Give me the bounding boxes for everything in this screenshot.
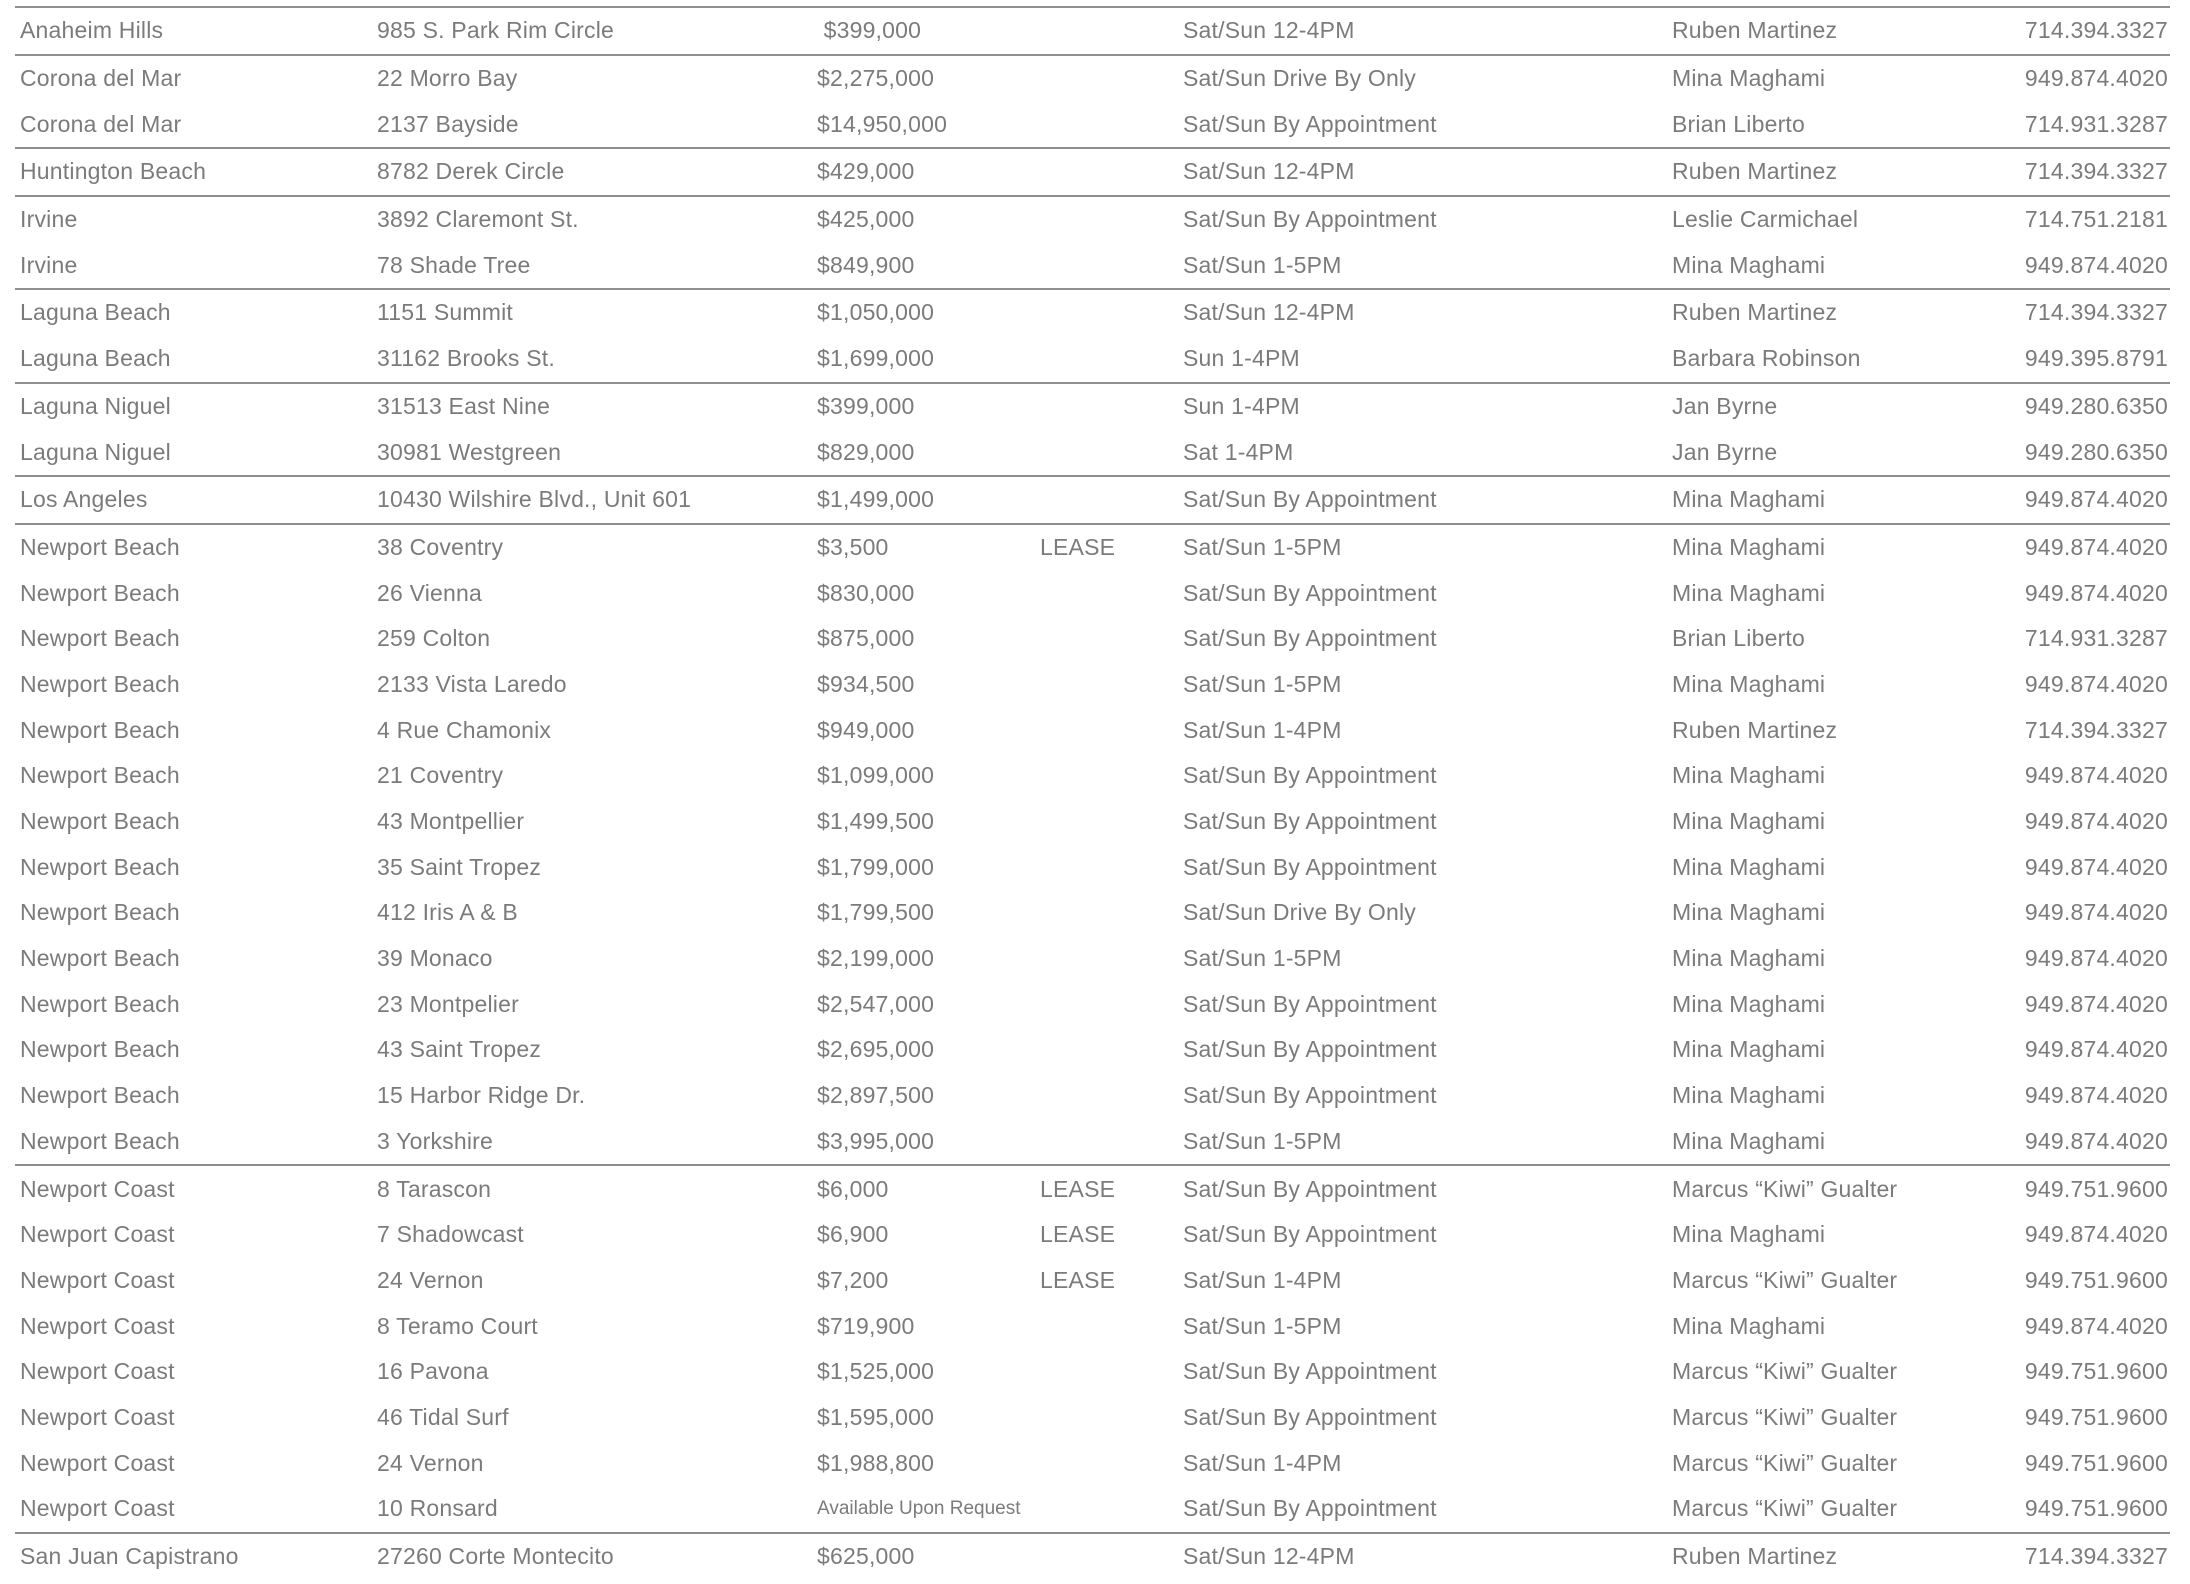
city-cell: Anaheim Hills xyxy=(20,17,164,44)
price-cell: $2,199,000 xyxy=(817,945,935,972)
agent-cell: Mina Maghami xyxy=(1672,1312,1826,1339)
phone-cell: 949.874.4020 xyxy=(2024,945,2168,972)
agent-cell: Mina Maghami xyxy=(1672,762,1826,789)
table-row xyxy=(15,242,2170,288)
address-cell: 10 Ronsard xyxy=(377,1495,498,1522)
phone-cell: 949.874.4020 xyxy=(2024,808,2168,835)
open-house-cell: Sat/Sun 1-5PM xyxy=(1183,670,1342,697)
open-house-cell: Sat/Sun By Appointment xyxy=(1183,1221,1437,1248)
phone-cell: 949.874.4020 xyxy=(2024,899,2168,926)
city-cell: Newport Coast xyxy=(20,1312,175,1339)
phone-cell: 949.874.4020 xyxy=(2024,670,2168,697)
address-cell: 24 Vernon xyxy=(377,1449,484,1476)
table-row xyxy=(15,1486,2170,1532)
price-cell: $6,000 xyxy=(817,1175,889,1202)
agent-cell: Mina Maghami xyxy=(1672,808,1826,835)
address-cell: 259 Colton xyxy=(377,625,491,652)
phone-cell: 714.394.3327 xyxy=(2024,716,2168,743)
agent-cell: Marcus “Kiwi” Gualter xyxy=(1672,1449,1898,1476)
city-cell: Newport Beach xyxy=(20,990,180,1017)
address-cell: 3892 Claremont St. xyxy=(377,206,579,233)
phone-cell: 949.874.4020 xyxy=(2024,1127,2168,1154)
table-row xyxy=(15,1119,2170,1165)
agent-cell: Mina Maghami xyxy=(1672,251,1826,278)
address-cell: 2137 Bayside xyxy=(377,110,519,137)
table-row xyxy=(15,707,2170,753)
open-house-cell: Sun 1-4PM xyxy=(1183,345,1300,372)
agent-cell: Leslie Carmichael xyxy=(1672,206,1859,233)
phone-cell: 949.874.4020 xyxy=(2024,251,2168,278)
agent-cell: Mina Maghami xyxy=(1672,486,1826,513)
address-cell: 1151 Summit xyxy=(377,299,513,326)
city-group xyxy=(15,54,2170,147)
city-cell: Newport Beach xyxy=(20,808,180,835)
table-row xyxy=(15,753,2170,799)
address-cell: 31513 East Nine xyxy=(377,392,551,419)
price-cell: $1,099,000 xyxy=(817,762,935,789)
city-cell: Newport Coast xyxy=(20,1266,175,1293)
address-cell: 31162 Brooks St. xyxy=(377,345,555,372)
phone-cell: 714.394.3327 xyxy=(2024,299,2168,326)
table-row xyxy=(15,1212,2170,1258)
open-house-cell: Sat/Sun 1-4PM xyxy=(1183,1266,1342,1293)
agent-cell: Mina Maghami xyxy=(1672,945,1826,972)
table-row xyxy=(15,149,2170,195)
price-cell: $1,799,000 xyxy=(817,853,935,880)
address-cell: 35 Saint Tropez xyxy=(377,853,542,880)
agent-cell: Barbara Robinson xyxy=(1672,345,1861,372)
city-cell: Newport Beach xyxy=(20,716,180,743)
price-cell: $3,500 xyxy=(817,533,889,560)
city-cell: Newport Beach xyxy=(20,945,180,972)
table-row xyxy=(15,384,2170,430)
phone-cell: 949.874.4020 xyxy=(2024,1312,2168,1339)
phone-cell: 949.874.4020 xyxy=(2024,990,2168,1017)
city-group xyxy=(15,195,2170,288)
table-row xyxy=(15,525,2170,571)
address-cell: 26 Vienna xyxy=(377,579,482,606)
phone-cell: 949.874.4020 xyxy=(2024,853,2168,880)
phone-cell: 949.874.4020 xyxy=(2024,762,2168,789)
price-cell: $399,000 xyxy=(817,392,915,419)
price-cell: Available Upon Request xyxy=(817,1497,1021,1519)
table-row xyxy=(15,197,2170,243)
agent-cell: Mina Maghami xyxy=(1672,533,1826,560)
agent-cell: Ruben Martinez xyxy=(1672,158,1838,185)
agent-cell: Mina Maghami xyxy=(1672,990,1826,1017)
address-cell: 16 Pavona xyxy=(377,1358,489,1385)
agent-cell: Marcus “Kiwi” Gualter xyxy=(1672,1358,1898,1385)
city-cell: Irvine xyxy=(20,251,78,278)
open-house-cell: Sat/Sun 1-5PM xyxy=(1183,945,1342,972)
open-house-cell: Sat/Sun By Appointment xyxy=(1183,1036,1437,1063)
table-row xyxy=(15,570,2170,616)
phone-cell: 949.874.4020 xyxy=(2024,1221,2168,1248)
agent-cell: Marcus “Kiwi” Gualter xyxy=(1672,1403,1898,1430)
phone-cell: 949.280.6350 xyxy=(2024,438,2168,465)
open-house-cell: Sat/Sun By Appointment xyxy=(1183,762,1437,789)
address-cell: 21 Coventry xyxy=(377,762,504,789)
open-house-cell: Sat/Sun By Appointment xyxy=(1183,853,1437,880)
price-cell: $2,695,000 xyxy=(817,1036,935,1063)
city-cell: San Juan Capistrano xyxy=(20,1543,239,1570)
table-row xyxy=(15,1303,2170,1349)
price-cell: $829,000 xyxy=(817,438,915,465)
phone-cell: 714.394.3327 xyxy=(2024,1543,2168,1570)
price-cell: $425,000 xyxy=(817,206,915,233)
phone-cell: 949.874.4020 xyxy=(2024,579,2168,606)
phone-cell: 949.280.6350 xyxy=(2024,392,2168,419)
agent-cell: Ruben Martinez xyxy=(1672,716,1838,743)
open-house-cell: Sat/Sun By Appointment xyxy=(1183,1175,1437,1202)
city-cell: Newport Beach xyxy=(20,625,180,652)
open-house-cell: Sat/Sun By Appointment xyxy=(1183,808,1437,835)
address-cell: 8782 Derek Circle xyxy=(377,158,565,185)
city-group xyxy=(15,6,2170,54)
agent-cell: Mina Maghami xyxy=(1672,1082,1826,1109)
price-cell: $1,799,500 xyxy=(817,899,935,926)
open-house-cell: Sat/Sun 1-5PM xyxy=(1183,1312,1342,1339)
city-cell: Newport Coast xyxy=(20,1358,175,1385)
open-house-cell: Sat/Sun 12-4PM xyxy=(1183,158,1355,185)
price-cell: $719,900 xyxy=(817,1312,915,1339)
table-row xyxy=(15,477,2170,523)
city-cell: Laguna Beach xyxy=(20,299,171,326)
agent-cell: Mina Maghami xyxy=(1672,1221,1826,1248)
table-row xyxy=(15,1395,2170,1441)
table-row xyxy=(15,56,2170,102)
agent-cell: Jan Byrne xyxy=(1672,392,1778,419)
table-row xyxy=(15,1027,2170,1073)
phone-cell: 714.394.3327 xyxy=(2024,158,2168,185)
price-cell: $1,595,000 xyxy=(817,1403,935,1430)
table-row xyxy=(15,616,2170,662)
open-house-cell: Sat/Sun By Appointment xyxy=(1183,990,1437,1017)
city-cell: Newport Beach xyxy=(20,670,180,697)
open-house-cell: Sat/Sun 1-5PM xyxy=(1183,533,1342,560)
address-cell: 27260 Corte Montecito xyxy=(377,1543,614,1570)
price-cell: $830,000 xyxy=(817,579,915,606)
table-row xyxy=(15,1166,2170,1212)
open-house-cell: Sat/Sun 12-4PM xyxy=(1183,17,1355,44)
agent-cell: Marcus “Kiwi” Gualter xyxy=(1672,1266,1898,1293)
city-cell: Newport Coast xyxy=(20,1495,175,1522)
price-cell: $7,200 xyxy=(817,1266,889,1293)
table-row xyxy=(15,799,2170,845)
city-cell: Newport Beach xyxy=(20,1036,180,1063)
phone-cell: 949.874.4020 xyxy=(2024,486,2168,513)
agent-cell: Mina Maghami xyxy=(1672,579,1826,606)
city-cell: Newport Beach xyxy=(20,853,180,880)
address-cell: 8 Teramo Court xyxy=(377,1312,538,1339)
city-cell: Newport Beach xyxy=(20,1127,180,1154)
table-row xyxy=(15,890,2170,936)
table-row xyxy=(15,8,2170,54)
phone-cell: 949.751.9600 xyxy=(2024,1266,2168,1293)
open-house-cell: Sat/Sun 1-5PM xyxy=(1183,251,1342,278)
city-group xyxy=(15,288,2170,381)
price-cell: $2,897,500 xyxy=(817,1082,935,1109)
phone-cell: 949.874.4020 xyxy=(2024,1082,2168,1109)
city-cell: Newport Coast xyxy=(20,1175,175,1202)
open-house-cell: Sat/Sun By Appointment xyxy=(1183,1358,1437,1385)
city-cell: Huntington Beach xyxy=(20,158,207,185)
price-cell: $875,000 xyxy=(817,625,915,652)
address-cell: 46 Tidal Surf xyxy=(377,1403,509,1430)
price-cell: $1,499,000 xyxy=(817,486,935,513)
price-cell: $934,500 xyxy=(817,670,915,697)
lease-badge: LEASE xyxy=(1040,1266,1116,1293)
open-house-cell: Sat 1-4PM xyxy=(1183,438,1294,465)
city-cell: Laguna Beach xyxy=(20,345,171,372)
table-row xyxy=(15,1349,2170,1395)
phone-cell: 714.751.2181 xyxy=(2024,206,2168,233)
price-cell: $6,900 xyxy=(817,1221,889,1248)
open-house-cell: Sat/Sun By Appointment xyxy=(1183,206,1437,233)
phone-cell: 949.874.4020 xyxy=(2024,533,2168,560)
table-row xyxy=(15,981,2170,1027)
price-cell: $1,525,000 xyxy=(817,1358,935,1385)
open-house-cell: Sun 1-4PM xyxy=(1183,392,1300,419)
city-cell: Corona del Mar xyxy=(20,110,182,137)
open-house-cell: Sat/Sun Drive By Only xyxy=(1183,65,1417,92)
price-cell: $1,499,500 xyxy=(817,808,935,835)
price-cell: $1,699,000 xyxy=(817,345,935,372)
city-cell: Newport Beach xyxy=(20,762,180,789)
address-cell: 15 Harbor Ridge Dr. xyxy=(377,1082,586,1109)
agent-cell: Mina Maghami xyxy=(1672,670,1826,697)
address-cell: 8 Tarascon xyxy=(377,1175,492,1202)
address-cell: 78 Shade Tree xyxy=(377,251,531,278)
agent-cell: Brian Liberto xyxy=(1672,625,1806,652)
city-group xyxy=(15,147,2170,195)
address-cell: 10430 Wilshire Blvd., Unit 601 xyxy=(377,486,692,513)
city-cell: Newport Coast xyxy=(20,1403,175,1430)
price-cell: $2,547,000 xyxy=(817,990,935,1017)
address-cell: 7 Shadowcast xyxy=(377,1221,524,1248)
phone-cell: 949.874.4020 xyxy=(2024,65,2168,92)
agent-cell: Mina Maghami xyxy=(1672,1127,1826,1154)
table-row xyxy=(15,844,2170,890)
table-row xyxy=(15,336,2170,382)
phone-cell: 949.751.9600 xyxy=(2024,1358,2168,1385)
agent-cell: Mina Maghami xyxy=(1672,899,1826,926)
address-cell: 39 Monaco xyxy=(377,945,493,972)
city-cell: Newport Beach xyxy=(20,1082,180,1109)
open-house-cell: Sat/Sun 1-4PM xyxy=(1183,1449,1342,1476)
address-cell: 23 Montpelier xyxy=(377,990,519,1017)
address-cell: 43 Montpellier xyxy=(377,808,525,835)
price-cell: $3,995,000 xyxy=(817,1127,935,1154)
agent-cell: Ruben Martinez xyxy=(1672,17,1838,44)
open-house-cell: Sat/Sun By Appointment xyxy=(1183,486,1437,513)
city-cell: Newport Beach xyxy=(20,579,180,606)
address-cell: 22 Morro Bay xyxy=(377,65,518,92)
open-house-cell: Sat/Sun By Appointment xyxy=(1183,1403,1437,1430)
agent-cell: Brian Liberto xyxy=(1672,110,1806,137)
city-group xyxy=(15,1532,2170,1580)
phone-cell: 949.751.9600 xyxy=(2024,1495,2168,1522)
city-cell: Corona del Mar xyxy=(20,65,182,92)
city-group xyxy=(15,1164,2170,1532)
open-house-cell: Sat/Sun 12-4PM xyxy=(1183,299,1355,326)
address-cell: 24 Vernon xyxy=(377,1266,484,1293)
table-row xyxy=(15,1534,2170,1580)
address-cell: 2133 Vista Laredo xyxy=(377,670,567,697)
agent-cell: Ruben Martinez xyxy=(1672,299,1838,326)
price-cell: $949,000 xyxy=(817,716,915,743)
phone-cell: 949.751.9600 xyxy=(2024,1403,2168,1430)
address-cell: 4 Rue Chamonix xyxy=(377,716,552,743)
table-row xyxy=(15,1258,2170,1304)
phone-cell: 949.751.9600 xyxy=(2024,1175,2168,1202)
price-cell: $849,900 xyxy=(817,251,915,278)
table-row xyxy=(15,936,2170,982)
address-cell: 985 S. Park Rim Circle xyxy=(377,17,615,44)
agent-cell: Jan Byrne xyxy=(1672,438,1778,465)
price-cell: $2,275,000 xyxy=(817,65,935,92)
table-row xyxy=(15,101,2170,147)
open-house-cell: Sat/Sun By Appointment xyxy=(1183,1082,1437,1109)
address-cell: 412 Iris A & B xyxy=(377,899,518,926)
address-cell: 30981 Westgreen xyxy=(377,438,562,465)
open-house-cell: Sat/Sun By Appointment xyxy=(1183,579,1437,606)
city-cell: Laguna Niguel xyxy=(20,392,171,419)
city-cell: Newport Beach xyxy=(20,899,180,926)
phone-cell: 714.931.3287 xyxy=(2024,110,2168,137)
phone-cell: 949.395.8791 xyxy=(2024,345,2168,372)
open-house-cell: Sat/Sun 12-4PM xyxy=(1183,1543,1355,1570)
city-cell: Laguna Niguel xyxy=(20,438,171,465)
city-group xyxy=(15,382,2170,475)
address-cell: 43 Saint Tropez xyxy=(377,1036,542,1063)
agent-cell: Marcus “Kiwi” Gualter xyxy=(1672,1495,1898,1522)
lease-badge: LEASE xyxy=(1040,1221,1116,1248)
price-cell: $625,000 xyxy=(817,1543,915,1570)
price-cell: $399,000 xyxy=(817,17,922,44)
lease-badge: LEASE xyxy=(1040,1175,1116,1202)
agent-cell: Ruben Martinez xyxy=(1672,1543,1838,1570)
agent-cell: Mina Maghami xyxy=(1672,853,1826,880)
open-house-cell: Sat/Sun Drive By Only xyxy=(1183,899,1417,926)
agent-cell: Marcus “Kiwi” Gualter xyxy=(1672,1175,1898,1202)
phone-cell: 714.931.3287 xyxy=(2024,625,2168,652)
open-house-listings-table xyxy=(15,6,2170,1579)
city-cell: Irvine xyxy=(20,206,78,233)
table-row xyxy=(15,290,2170,336)
table-row xyxy=(15,429,2170,475)
open-house-cell: Sat/Sun By Appointment xyxy=(1183,110,1437,137)
city-group xyxy=(15,523,2170,1165)
phone-cell: 714.394.3327 xyxy=(2024,17,2168,44)
table-row xyxy=(15,1073,2170,1119)
phone-cell: 949.874.4020 xyxy=(2024,1036,2168,1063)
open-house-cell: Sat/Sun 1-4PM xyxy=(1183,716,1342,743)
open-house-cell: Sat/Sun By Appointment xyxy=(1183,625,1437,652)
address-cell: 3 Yorkshire xyxy=(377,1127,493,1154)
city-cell: Newport Beach xyxy=(20,533,180,560)
city-group xyxy=(15,475,2170,523)
open-house-cell: Sat/Sun By Appointment xyxy=(1183,1495,1437,1522)
agent-cell: Mina Maghami xyxy=(1672,1036,1826,1063)
price-cell: $14,950,000 xyxy=(817,110,948,137)
price-cell: $1,988,800 xyxy=(817,1449,935,1476)
city-cell: Newport Coast xyxy=(20,1221,175,1248)
table-row xyxy=(15,662,2170,708)
phone-cell: 949.751.9600 xyxy=(2024,1449,2168,1476)
city-cell: Newport Coast xyxy=(20,1449,175,1476)
price-cell: $1,050,000 xyxy=(817,299,935,326)
table-row xyxy=(15,1440,2170,1486)
address-cell: 38 Coventry xyxy=(377,533,504,560)
price-cell: $429,000 xyxy=(817,158,915,185)
city-cell: Los Angeles xyxy=(20,486,148,513)
lease-badge: LEASE xyxy=(1040,533,1116,560)
agent-cell: Mina Maghami xyxy=(1672,65,1826,92)
open-house-cell: Sat/Sun 1-5PM xyxy=(1183,1127,1342,1154)
